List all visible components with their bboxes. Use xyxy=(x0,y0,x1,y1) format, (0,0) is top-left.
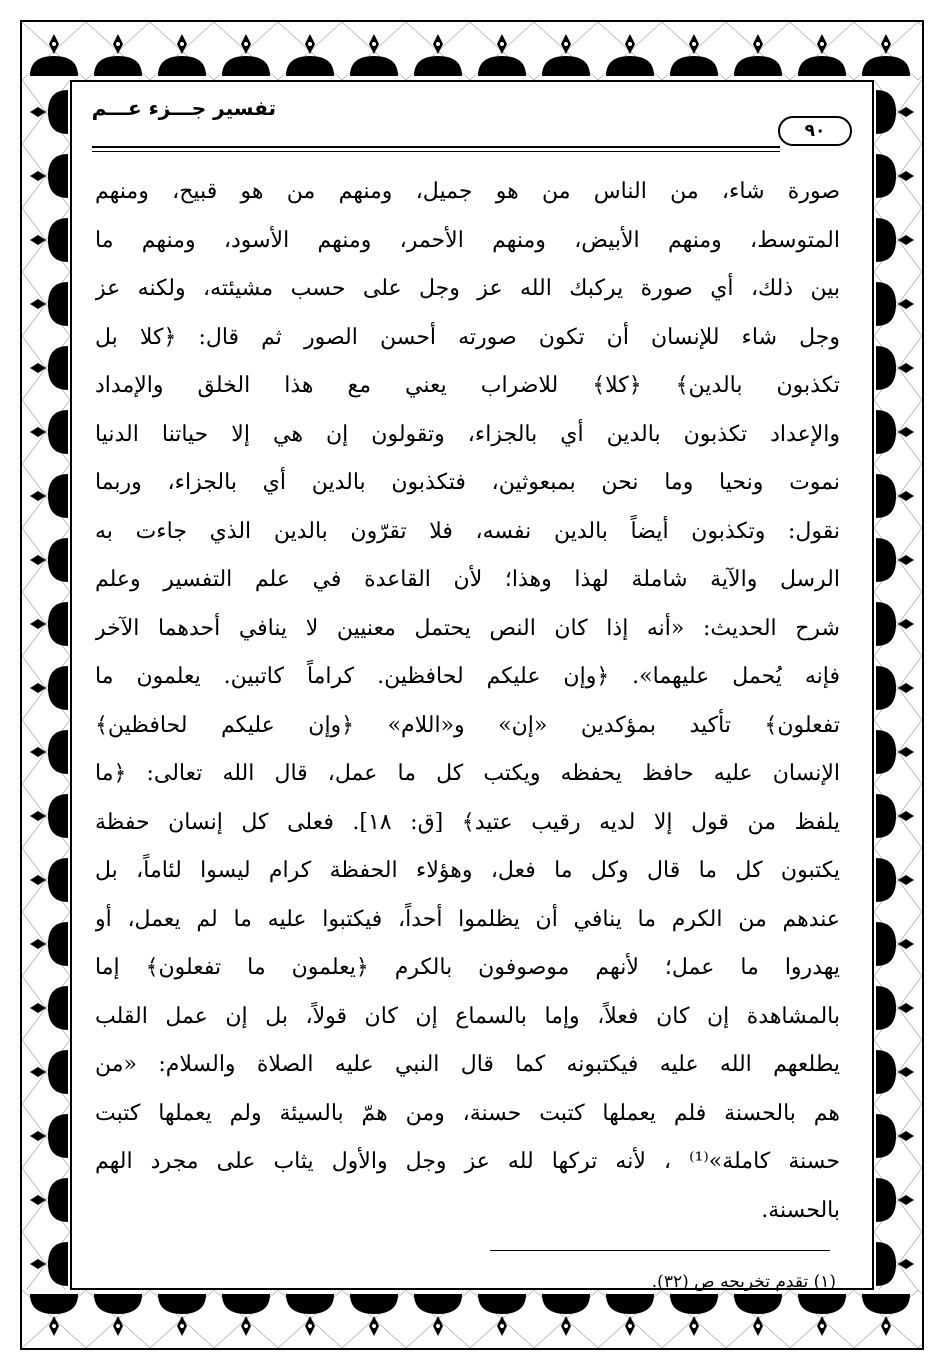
text-line: بالحسنة. xyxy=(761,1197,840,1223)
text-line: يهدروا ما عمل؛ لأنهم موصوفون بالكرم ﴿يعلمون ما تفعلون﴾ إما xyxy=(95,955,840,980)
ornament-pattern-top xyxy=(22,22,922,80)
ornament-pattern-bottom xyxy=(22,1290,922,1348)
ornamental-border-left xyxy=(22,80,70,1290)
footnote-rule xyxy=(490,1250,830,1251)
text-line: يطلعهم الله عليه فيكتبونه كما قال النبي عليه الصلاة والسلام: «من xyxy=(95,1052,840,1077)
ornamental-border-top xyxy=(22,22,922,80)
text-line: نقول: وتكذبون أيضاً بالدين نفسه، فلا تقرّون بالدين الذي جاءت به xyxy=(95,518,840,544)
ornament-pattern-right xyxy=(874,80,922,1290)
text-line: عندهم من الكرم ما ينافي أن يظلموا أحداً، فيكتبوا عليه ما لم يعمل، أو xyxy=(95,906,840,932)
ornamental-border-bottom xyxy=(22,1290,922,1348)
text-line: بين ذلك، أي صورة يركبك الله عز وجل على حسب مشيئته، ولكنه عز xyxy=(95,276,840,301)
text-line: وجل شاء للإنسان أن تكون صورته أحسن الصور ثم قال: ﴿كلا بل xyxy=(95,324,840,350)
ornament-pattern-left xyxy=(22,80,70,1290)
text-line: شرح الحديث: «أنه إذا كان النص يحتمل معنيين لا ينافي أحدهما الآخر xyxy=(95,615,840,641)
text-line: فإنه يُحمل عليهما». ﴿وإن عليكم لحافظين. كراماً كاتبين. يعلمون ما xyxy=(95,664,840,689)
header-rule xyxy=(92,146,780,148)
text-line: بالمشاهدة إن كان فعلاً، وإما بالسماع إن كان قولاً، بل إن عمل القلب xyxy=(95,1003,840,1029)
footnote: (١) تقدم تخريجه ص (٣٢). xyxy=(651,1272,836,1292)
header-rule-thin xyxy=(92,151,780,152)
text-line: تكذبون بالدين﴾ ﴿كلا﴾ للاضراب يعني مع هذا الخلق والإمداد xyxy=(95,373,840,398)
text-line: صورة شاء، من الناس من هو جميل، ومنهم من هو قبيح، ومنهم xyxy=(95,179,840,204)
text-line: حسنة كاملة»⁽¹⁾ ، لأنه تركها لله عز وجل والأول يثاب على مجرد الهم xyxy=(95,1149,840,1174)
text-line: هم بالحسنة فلم يعملها كتبت حسنة، ومن همّ بالسيئة ولم يعملها كتبت xyxy=(95,1100,840,1126)
text-line: والإعداد تكذبون بالدين أي بالجزاء، وتقولون إن هي إلا حياتنا الدنيا xyxy=(95,421,840,447)
ornamental-border-right xyxy=(874,80,922,1290)
text-line: يكتبون كل ما قال وكل ما فعل، وهؤلاء الحفظة كرام ليسوا لئاماً، بل xyxy=(95,858,840,883)
body-text xyxy=(95,168,840,1235)
page-number: ٩٠ xyxy=(778,116,852,146)
text-line: يلفظ من قول إلا لديه رقيب عتيد﴾ [ق: ١٨]. فعلى كل إنسان حفظة xyxy=(95,809,840,835)
running-title: تفسير جـــزء عـــم xyxy=(91,96,276,120)
text-line: تفعلون﴾ تأكيد بمؤكدين «إن» و«اللام» ﴿وإن عليكم لحافظين﴾ xyxy=(95,712,840,738)
text-line: المتوسط، ومنهم الأبيض، ومنهم الأحمر، ومنهم الأسود، ومنهم ما xyxy=(95,227,840,253)
text-line: نموت ونحيا وما نحن بمبعوثين، فتكذبون بالدين أي بالجزاء، وربما xyxy=(95,470,840,495)
text-line: الإنسان عليه حافظ يحفظه ويكتب كل ما عمل، قال الله تعالى: ﴿ما xyxy=(95,761,840,786)
text-line: الرسل والآية شاملة لهذا وهذا؛ لأن القاعدة في علم التفسير وعلم xyxy=(95,567,840,592)
